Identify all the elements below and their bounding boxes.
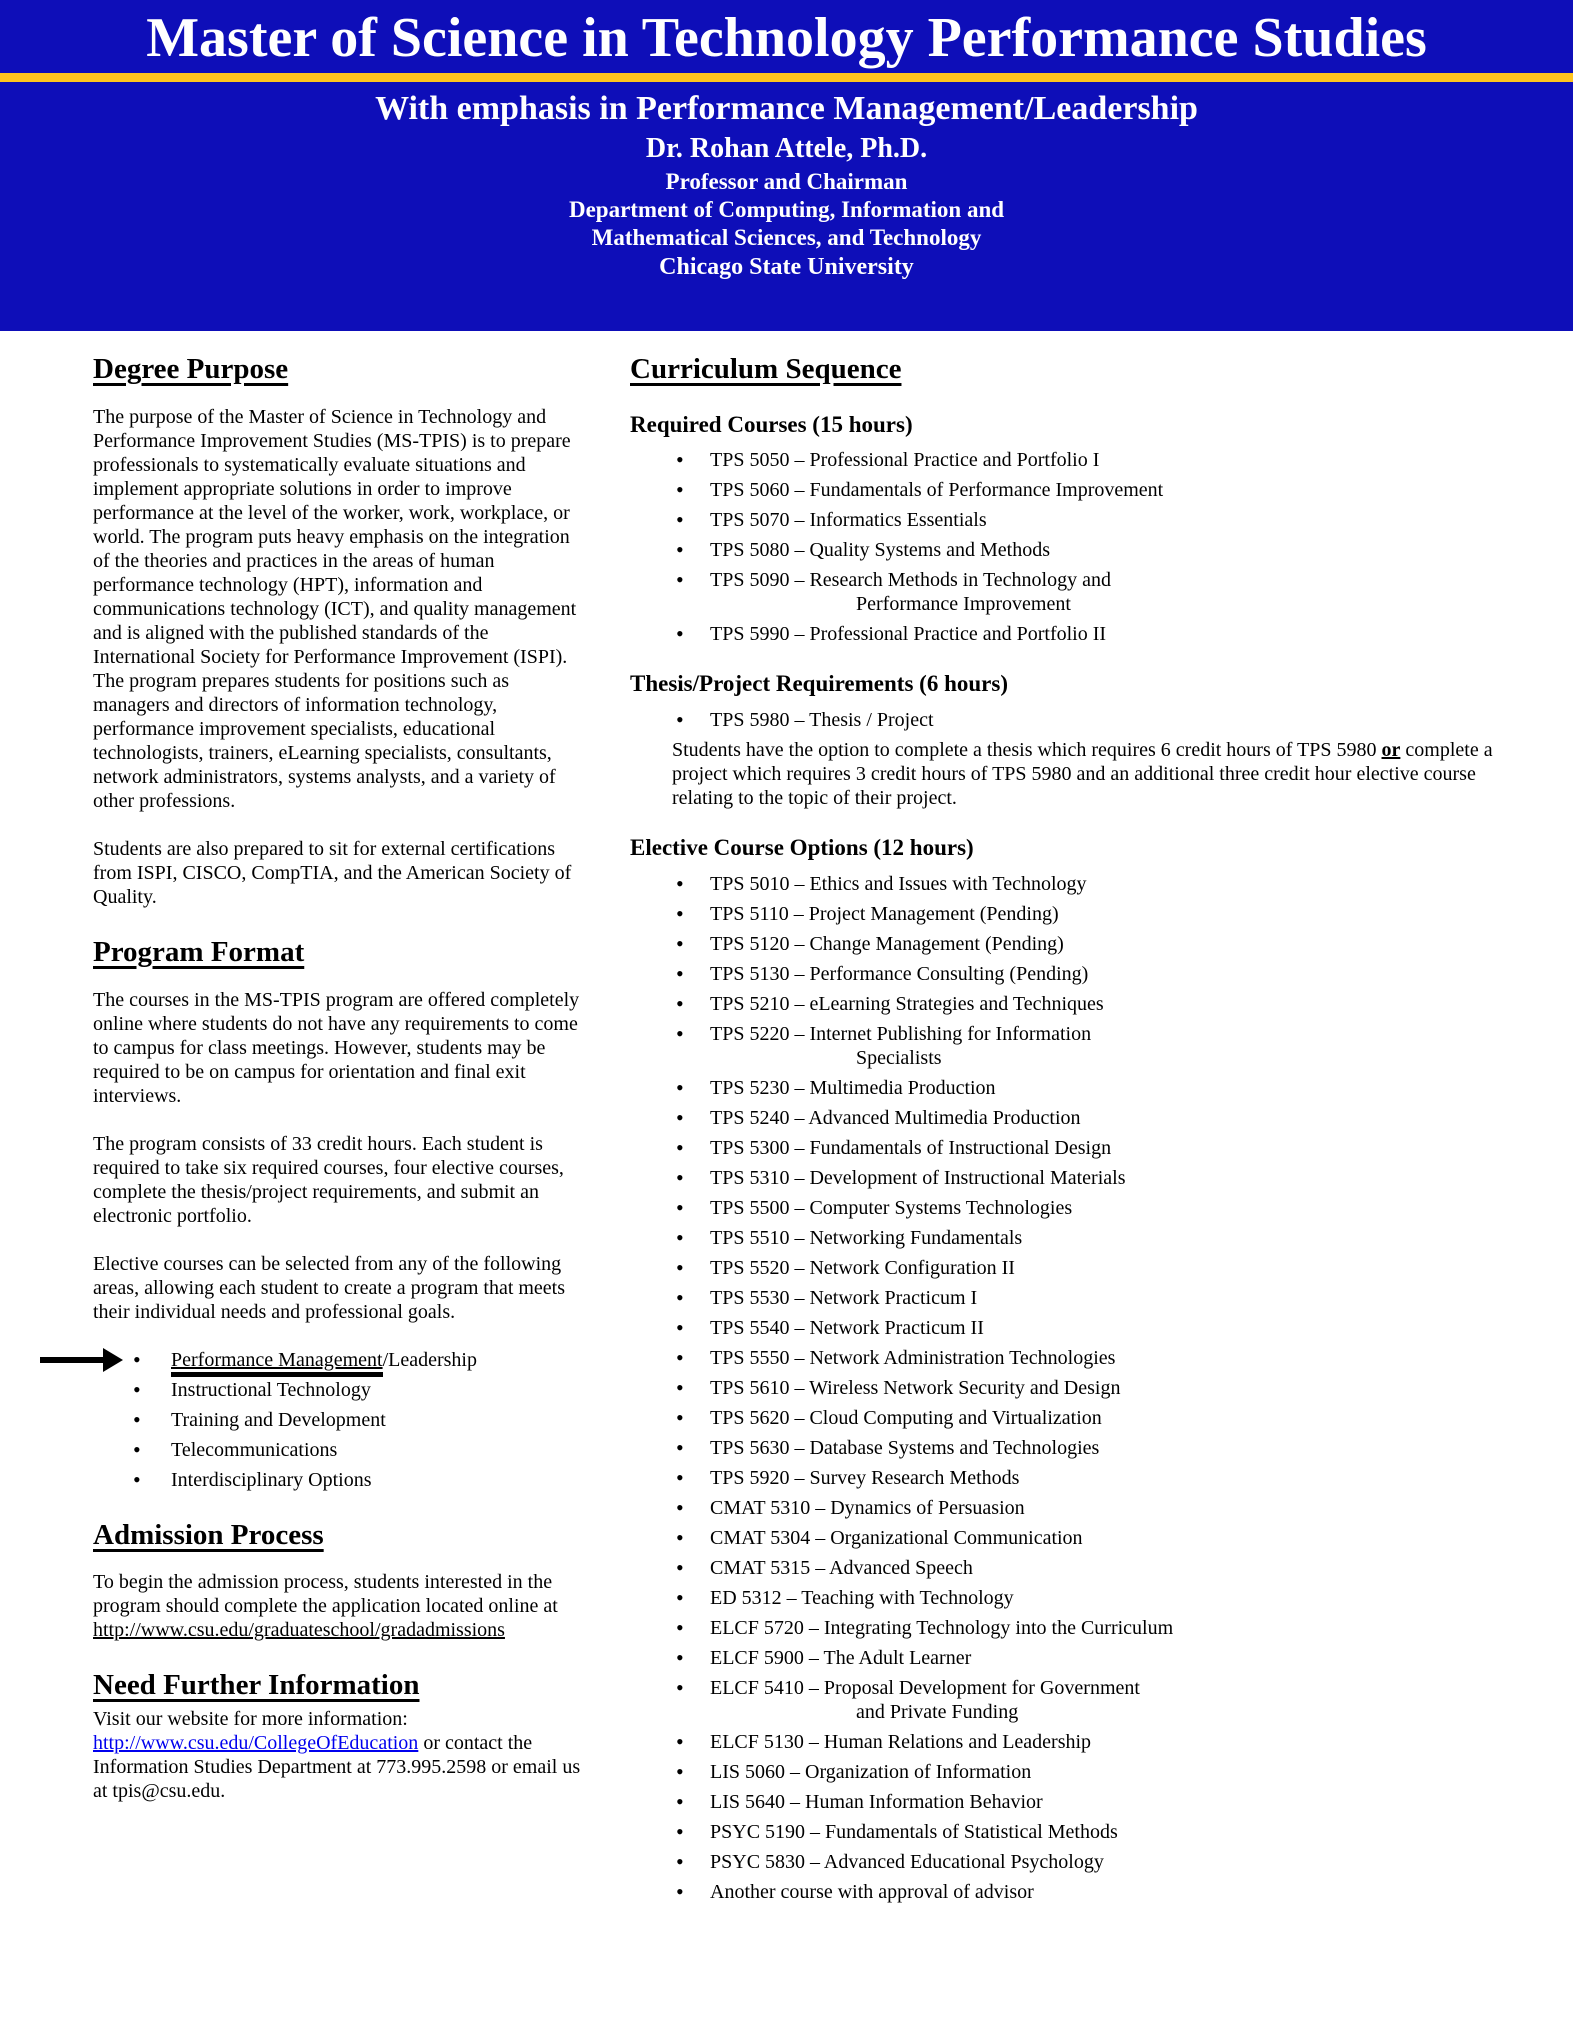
program-format-paragraph-3: Elective courses can be selected from any of the following areas, allowing each student to create a program that meets their individual needs and professional goals.: [93, 1252, 566, 1323]
program-format-heading: Program Format: [93, 935, 305, 968]
college-of-education-link[interactable]: http://www.csu.edu/CollegeOfEducation: [93, 1732, 419, 1755]
list-item: • TPS 5300 – Fundamentals of Instructional Design: [630, 1136, 1565, 1160]
elective-courses-list: [630, 872, 1565, 1904]
pointer-arrow-icon: [40, 1357, 104, 1363]
thesis-project-list: [630, 708, 1565, 732]
admission-process-heading: Admission Process: [93, 1518, 324, 1551]
program-format-paragraph-1: The courses in the MS-TPIS program are offered completely online where students do not have any requirements to come to campus for class meetings. However, students may be required to be on campus for orientation and final exit interviews.: [93, 988, 580, 1107]
elective-options-heading: Elective Course Options (12 hours): [630, 834, 974, 860]
list-item: • ELCF 5130 – Human Relations and Leadership: [630, 1730, 1565, 1754]
list-item: • ELCF 5410 – Proposal Development for Government and Private Funding: [630, 1676, 1565, 1724]
degree-purpose-paragraph-1: The purpose of the Master of Science in Technology and Performance Improvement Studies (MS-TPIS) is to prepare professionals to systematically evaluate situations and implement appropriate solutions in order to improve performance at the level of the worker, work, workplace, or world. The program puts heavy emphasis on the integration of the theories and practices in the areas of human performance technology (HPT), information and communications technology (ICT), and quality management and is aligned with the published standards of the International Society for Performance Improvement (ISPI). The program prepares students for positions such as managers and directors of information technology, performance improvement specialists, educational technologists, trainers, eLearning specialists, consultants, network administrators, systems analysts, and a variety of other professions.: [93, 405, 577, 812]
list-item: • Performance Management/Leadership: [93, 1348, 585, 1372]
right-column: [630, 352, 1565, 1910]
list-item: • TPS 5080 – Quality Systems and Methods: [630, 538, 1565, 562]
list-item: • TPS 5550 – Network Administration Technologies: [630, 1346, 1565, 1370]
list-item: • LIS 5060 – Organization of Information: [630, 1760, 1565, 1784]
header-subtitle: With emphasis in Performance Management/Leadership: [375, 89, 1198, 127]
list-item-continuation: and Private Funding: [856, 1700, 1019, 1723]
department-line1: Department of Computing, Information and: [568, 196, 1005, 222]
list-item: • TPS 5050 – Professional Practice and Portfolio I: [630, 448, 1565, 472]
department-line2: Mathematical Sciences, and Technology: [591, 224, 982, 250]
need-info-paragraph: [93, 1707, 585, 1803]
list-item: • Interdisciplinary Options: [93, 1468, 585, 1492]
page-title: Master of Science in Technology Performance Studies: [146, 7, 1427, 69]
list-item: • TPS 5210 – eLearning Strategies and Techniques: [630, 992, 1565, 1016]
thesis-text-after-or: complete a project which requires 3 credit hours of TPS 5980 and an additional three credit hour elective course relating to the topic of their project.: [672, 738, 1493, 809]
header-banner: [0, 0, 1573, 331]
list-item: • TPS 5540 – Network Practicum II: [630, 1316, 1565, 1340]
list-item: • CMAT 5304 – Organizational Communication: [630, 1526, 1565, 1550]
list-item: • TPS 5630 – Database Systems and Technologies: [630, 1436, 1565, 1460]
left-column: [93, 352, 585, 1803]
thesis-text-before-or: Students have the option to complete a thesis which requires 6 credit hours of TPS 5980: [672, 738, 1382, 761]
list-item: • TPS 5090 – Research Methods in Technology and Performance Improvement: [630, 568, 1565, 616]
need-info-heading: Need Further Information: [93, 1669, 420, 1702]
author-name: Dr. Rohan Attele, Ph.D.: [645, 132, 928, 164]
program-format-paragraph-2: The program consists of 33 credit hours. Each student is required to take six required courses, four elective courses, complete the thesis/project requirements, and submit an electronic portfolio.: [93, 1132, 564, 1227]
list-item: • CMAT 5315 – Advanced Speech: [630, 1556, 1565, 1580]
list-item: • TPS 5610 – Wireless Network Security and Design: [630, 1376, 1565, 1400]
required-courses-list: [630, 448, 1565, 646]
highlighted-area-label: Performance Management: [171, 1349, 383, 1377]
list-item: • TPS 5510 – Networking Fundamentals: [630, 1226, 1565, 1250]
list-item: • TPS 5920 – Survey Research Methods: [630, 1466, 1565, 1490]
list-item: • TPS 5070 – Informatics Essentials: [630, 508, 1565, 532]
list-item: • ED 5312 – Teaching with Technology: [630, 1586, 1565, 1610]
list-item: • TPS 5980 – Thesis / Project: [630, 708, 1565, 732]
list-item: • CMAT 5310 – Dynamics of Persuasion: [630, 1496, 1565, 1520]
list-item: • PSYC 5190 – Fundamentals of Statistical Methods: [630, 1820, 1565, 1844]
list-item: • TPS 5120 – Change Management (Pending): [630, 932, 1565, 956]
thesis-paragraph: [672, 738, 1517, 810]
list-item: • TPS 5110 – Project Management (Pending): [630, 902, 1565, 926]
curriculum-sequence-heading: Curriculum Sequence: [630, 353, 902, 385]
list-item: • Telecommunications: [93, 1438, 585, 1462]
admission-paragraph: [93, 1570, 585, 1642]
list-item: • TPS 5500 – Computer Systems Technologies: [630, 1196, 1565, 1220]
list-item: • TPS 5130 – Performance Consulting (Pending): [630, 962, 1565, 986]
admission-text: To begin the admission process, students interested in the program should complete the application located online at: [93, 1571, 558, 1618]
list-item: • TPS 5990 – Professional Practice and Portfolio II: [630, 622, 1565, 646]
list-item: • Another course with approval of advisor: [630, 1880, 1565, 1904]
list-item: • TPS 5530 – Network Practicum I: [630, 1286, 1565, 1310]
thesis-requirements-heading: Thesis/Project Requirements (6 hours): [630, 671, 1008, 697]
list-item: • TPS 5060 – Fundamentals of Performance Improvement: [630, 478, 1565, 502]
list-item: • TPS 5620 – Cloud Computing and Virtualization: [630, 1406, 1565, 1430]
university-name: Chicago State University: [659, 253, 914, 280]
or-emphasis: or: [1381, 738, 1401, 761]
need-info-contact-text: or contact the Information Studies Department at 773.995.2598 or email us at tpis@csu.edu.: [93, 1732, 581, 1803]
list-item: • TPS 5240 – Advanced Multimedia Production: [630, 1106, 1565, 1130]
list-item-continuation: Performance Improvement: [856, 593, 1071, 616]
list-item: • TPS 5010 – Ethics and Issues with Technology: [630, 872, 1565, 896]
list-item: • LIS 5640 – Human Information Behavior: [630, 1790, 1565, 1814]
list-item: • Training and Development: [93, 1408, 585, 1432]
grad-admissions-link[interactable]: http://www.csu.edu/graduateschool/gradadmissions: [93, 1619, 505, 1642]
list-item: • TPS 5230 – Multimedia Production: [630, 1076, 1565, 1100]
list-item: • TPS 5520 – Network Configuration II: [630, 1256, 1565, 1280]
emphasis-areas-list: [93, 1348, 585, 1492]
list-item: • Instructional Technology: [93, 1378, 585, 1402]
degree-purpose-paragraph-2: Students are also prepared to sit for external certifications from ISPI, CISCO, CompTIA, and the American Society of Quality.: [93, 837, 572, 908]
list-item: • ELCF 5900 – The Adult Learner: [630, 1646, 1565, 1670]
author-role: Professor and Chairman: [665, 168, 908, 194]
gold-divider: [0, 73, 1573, 82]
list-item-continuation: Specialists: [856, 1046, 942, 1069]
list-item: • TPS 5220 – Internet Publishing for Information Specialists: [630, 1022, 1565, 1070]
required-courses-heading: Required Courses (15 hours): [630, 411, 913, 437]
need-info-intro: Visit our website for more information:: [93, 1708, 408, 1731]
degree-purpose-heading: Degree Purpose: [93, 353, 289, 385]
list-item: • TPS 5310 – Development of Instructional Materials: [630, 1166, 1565, 1190]
list-item: • ELCF 5720 – Integrating Technology into the Curriculum: [630, 1616, 1565, 1640]
list-item: • PSYC 5830 – Advanced Educational Psychology: [630, 1850, 1565, 1874]
